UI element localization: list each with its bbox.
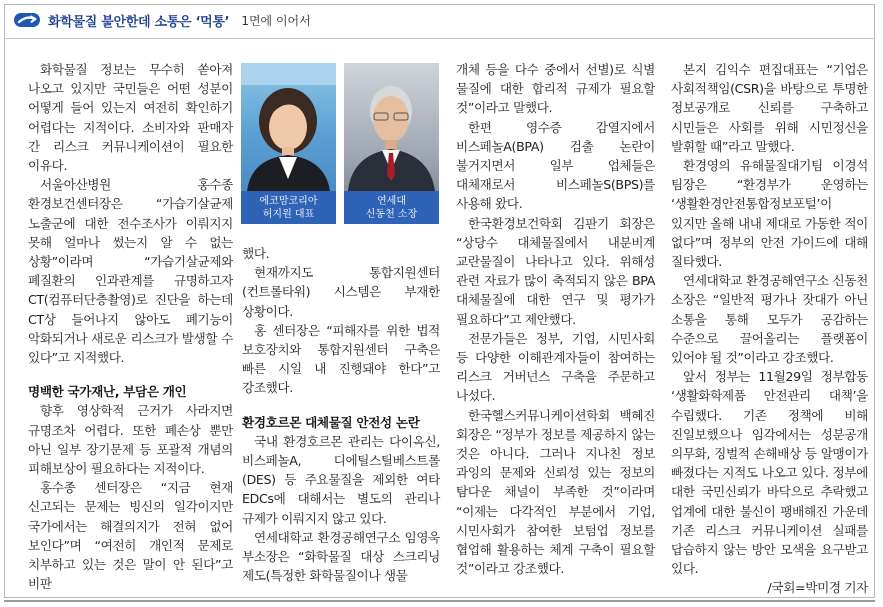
section-heading: 환경호르몬 대체물질 안전성 논란 [242,414,420,430]
paragraph: 현재까지도 통합지원센터(컨트롤타워) 시스템은 부재한 상황이다. [242,265,440,319]
paragraph: 앞서 정부는 11월29일 정부합동 ‘생활화학제품 안전관리 대책’을 수립했다. 기존 정책에 비해 진일보했으나 임각에서는 성분공개 의무화, 징벌적 손해배상 등 알맹이가 빠졌다는 지적도 나오고 있다. 정부에 대한 국민신뢰가 바닥으로 추락했고 업계에 대한 불신이 팽배해진 가운데 기존 리스크 커뮤니케이션 실패를 답습하지 않는 방안 모색을 요구받고 있다. [671,369,868,577]
byline: /국회=박미경 기자 [767,580,868,596]
column-1 [28,60,233,593]
photo-caption [344,191,439,224]
bottom-border [4,600,875,602]
arrow-swoosh-icon [14,13,40,27]
photo-caption [241,191,336,224]
paragraph: 환경영의 유해물질대기팀 이경석 팀장은 “환경부가 운영하는 ‘생활환경안전통합정보포털’이 있지만 올해 내내 제대로 가동한 적이 없다”며 정부의 안전 가이드에 대해 질타했다. [671,158,868,270]
paragraph: 한국헬스커뮤니케이션학회 백혜진 회장은 “정부가 정보를 제공하지 않는 것은 아니다. 그러나 지나친 정보 과잉의 문제와 신뢰성 있는 정보의 탐다운 채널이 부족한 것”이라며 “이제는 다각적인 부분에서 기업, 시민사회가 참여한 보텀업 정보를 협업해 활용하는 체계 구축이 필요할 것”이라고 강조했다. [456,407,655,577]
paragraph: 홍수종 센터장은 “지금 현재 신고되는 문제는 빙신의 일각이지만 국가에서는 해결의지가 전혀 없어 보인다”며 “여전히 개인적 문제로 치부하고 있는 것은 말이 안 된다”고 비판 [28,480,233,592]
column-4 [671,60,868,598]
paragraph: 연세대학교 환경공해연구소 신동천 소장은 “일반적 평가나 잣대가 아닌 소통을 통해 모두가 공감하는 수준으로 끌어올리는 플랫폼이 있어야 될 것”이라고 강조했다. [671,273,868,366]
caption-name: 허지원 대표 [262,208,315,220]
photo-portrait-man [344,63,439,224]
paragraph: 국내 환경호르몬 관리는 다이옥신, 비스페놀A, 디에틸스틸베스트롤(DES) 등 주요물질을 제외한 여타 EDCs에 대해서는 별도의 관리나 규제가 이뤄지지 않고 있다. [242,433,440,526]
paragraph: 연세대학교 환경공해연구소 임영욱 부소장은 “화학물질 대상 스크리닝 제도(특정한 화학물질이나 생물 [242,529,440,584]
paragraph: 화학물질 정보는 무수히 쏟아져 나오고 있지만 국민들은 어떤 성분이 어떻게 들어 있는지 여전히 확인하기 어렵다는 지적이다. 소비자와 판매자 간 리스크 커뮤니케이션이 필요한 이유다. [28,62,233,174]
caption-name: 신동천 소장 [365,208,418,220]
column-2 [242,244,440,585]
paragraph: 개체 등을 다수 중에서 선별)로 식별 물질에 대한 합리적 규제가 필요할 것”이라고 말했다. [456,62,655,116]
caption-org: 연세대 [377,195,406,207]
column-3 [456,60,655,578]
portrait-photos [241,63,439,224]
article-title: 화학물질 불안한데 소통은 ‘먹통’ [48,14,230,30]
section-heading: 명백한 국가재난, 부담은 개인 [28,384,187,400]
header-divider [4,38,875,39]
paragraph: 했다. [242,246,270,261]
paragraph: 한국환경보건학회 김판기 회장은 “상당수 대체물질에서 내분비계 교란물질이 나타나고 있다. 위해성 관련 자료가 많이 축적되지 않은 BPA 대체물질에 대한 연구 및 평가가 필요하다”고 제안했다. [456,215,655,327]
paragraph: 전문가들은 정부, 기업, 시민사회 등 다양한 이해관계자들이 참여하는 리스크 거버넌스 구축을 주문하고 나섰다. [456,330,655,404]
paragraph: 한편 영수증 감열지에서 비스페놀A(BPA) 검출 논란이 불거지면서 일부 업체들은 대체재로서 비스페놀S(BPS)를 사용해 왔다. [456,119,655,212]
paragraph: 서울아산병원 홍수종 환경보건센터장은 “가습기살균제 노출군에 대한 전수조사가 이뤄지지 못해 얼마나 썼는지 알 수 없는 상황”이라며 “가습기살균제와 폐질환의 인과관계를 규명하고자 CT(컴퓨터단층촬영)로 진단을 하는데 CT상 들어나지 않아도 폐기능이 악화되거나 새로운 리스크가 발생할 수 있다”고 지적했다. [28,177,233,366]
paragraph: 향후 영상학적 근거가 사라지면 규명조차 어렵다. 또한 폐손상 뿐만 아닌 일부 장기문제 등 포괄적 개념의 피해보상이 필요하다는 지적이다. [28,403,233,477]
paragraph: 본지 김익수 편집대표는 “기업은 사회적책임(CSR)을 바탕으로 투명한 정보공개로 신뢰를 구축하고 시민들은 사회를 위해 시민정신을 발휘할 때”라고 말했다. [671,62,868,154]
photo-portrait-woman [241,63,336,224]
caption-org: 에코맘코리아 [259,195,318,207]
paragraph: 홍 센터장은 “피해자를 위한 법적 보호장치와 통합지원센터 구축은 빠른 시일 내 진행돼야 한다”고 강조했다. [242,322,440,396]
continued-note: 1면에 이어서 [241,13,311,28]
article-header [14,9,311,31]
